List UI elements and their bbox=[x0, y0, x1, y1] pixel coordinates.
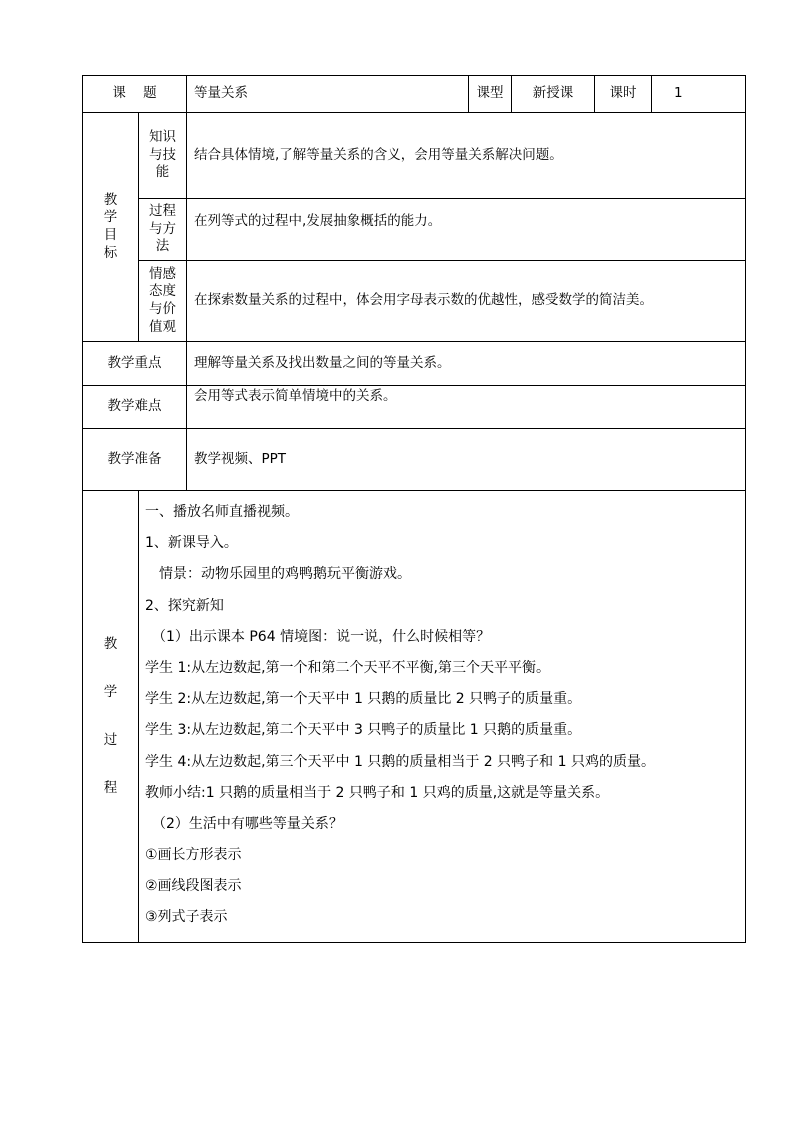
process-line: ③列式子表示 bbox=[145, 909, 228, 926]
objective-sublabel bbox=[139, 113, 187, 199]
objectives-label-char: 目 bbox=[103, 227, 118, 243]
objective-text: 在列等式的过程中,发展抽象概括的能力。 bbox=[187, 199, 746, 261]
hours-label: 课时 bbox=[595, 76, 652, 113]
objective-row-emotion bbox=[83, 261, 746, 342]
objectives-label-char: 教 bbox=[103, 191, 118, 208]
header-row bbox=[83, 76, 746, 113]
process-label-char: 教 bbox=[103, 636, 118, 653]
difficulty-text: 会用等式表示简单情境中的关系。 bbox=[187, 386, 746, 429]
sublabel-part: 与技 bbox=[149, 146, 176, 163]
key-point-row bbox=[83, 342, 746, 386]
sublabel-part: 知识 bbox=[149, 129, 176, 146]
objective-text: 结合具体情境,了解等量关系的含义，会用等量关系解决问题。 bbox=[187, 113, 746, 199]
process-content bbox=[139, 491, 746, 943]
process-line: 学生 1:从左边数起,第一个和第二个天平不平衡,第三个天平平衡。 bbox=[145, 659, 550, 676]
process-line: （2）生活中有哪些等量关系？ bbox=[152, 815, 343, 832]
process-line: 教师小结:1 只鹅的质量相当于 2 只鸭子和 1 只鸡的质量,这就是等量关系。 bbox=[145, 784, 610, 801]
type-label: 课型 bbox=[469, 76, 512, 113]
objectives-label-char: 标 bbox=[103, 244, 118, 261]
sublabel-part: 态度 bbox=[149, 283, 176, 300]
process-line: 学生 4:从左边数起,第三个天平中 1 只鹅的质量相当于 2 只鸭子和 1 只鸡的质量。 bbox=[145, 753, 655, 770]
process-line: 情景：动物乐园里的鸡鸭鹅玩平衡游戏。 bbox=[159, 566, 411, 583]
objective-sublabel bbox=[139, 261, 187, 342]
objective-sublabel bbox=[139, 199, 187, 261]
topic-value: 等量关系 bbox=[187, 76, 469, 113]
hours-value: 1 bbox=[652, 76, 746, 113]
sublabel-part: 与方 bbox=[149, 220, 176, 237]
process-label-char: 过 bbox=[103, 732, 118, 749]
sublabel-part: 法 bbox=[155, 238, 170, 255]
sublabel-part: 值观 bbox=[149, 318, 176, 335]
objective-row-process bbox=[83, 199, 746, 261]
sublabel-part: 能 bbox=[155, 164, 170, 181]
process-line: ②画线段图表示 bbox=[145, 878, 242, 895]
process-label bbox=[83, 491, 139, 943]
process-label-char: 程 bbox=[103, 780, 118, 797]
process-row bbox=[83, 491, 746, 943]
process-line: 学生 3:从左边数起,第二个天平中 3 只鸭子的质量比 1 只鹅的质量重。 bbox=[145, 722, 582, 739]
process-line: 一、播放名师直播视频。 bbox=[145, 504, 299, 520]
objectives-label-char: 学 bbox=[103, 209, 118, 226]
type-value: 新授课 bbox=[512, 76, 595, 113]
objective-text: 在探索数量关系的过程中，体会用字母表示数的优越性，感受数学的简洁美。 bbox=[187, 261, 746, 342]
key-point-label: 教学重点 bbox=[83, 342, 187, 386]
sublabel-part: 与价 bbox=[149, 301, 176, 317]
process-label-char: 学 bbox=[103, 684, 118, 701]
sublabel-part: 过程 bbox=[149, 203, 176, 220]
lesson-plan-table bbox=[82, 75, 746, 943]
key-point-text: 理解等量关系及找出数量之间的等量关系。 bbox=[187, 342, 746, 386]
preparation-text: 教学视频、PPT bbox=[187, 429, 746, 491]
difficulty-label: 教学难点 bbox=[83, 386, 187, 429]
process-line: 1、新课导入。 bbox=[145, 535, 238, 552]
preparation-label: 教学准备 bbox=[83, 429, 187, 491]
preparation-row bbox=[83, 429, 746, 491]
sublabel-part: 情感 bbox=[149, 265, 176, 282]
process-line: ①画长方形表示 bbox=[145, 847, 242, 864]
process-line: （1）出示课本 P64 情境图：说一说，什么时候相等？ bbox=[152, 628, 491, 645]
difficulty-row bbox=[83, 386, 746, 429]
topic-label: 课 题 bbox=[83, 76, 187, 113]
process-line: 2、探究新知 bbox=[145, 597, 224, 614]
objective-row-knowledge bbox=[83, 113, 746, 199]
process-line: 学生 2:从左边数起,第一个天平中 1 只鹅的质量比 2 只鸭子的质量重。 bbox=[145, 691, 582, 708]
objectives-label bbox=[83, 113, 139, 342]
